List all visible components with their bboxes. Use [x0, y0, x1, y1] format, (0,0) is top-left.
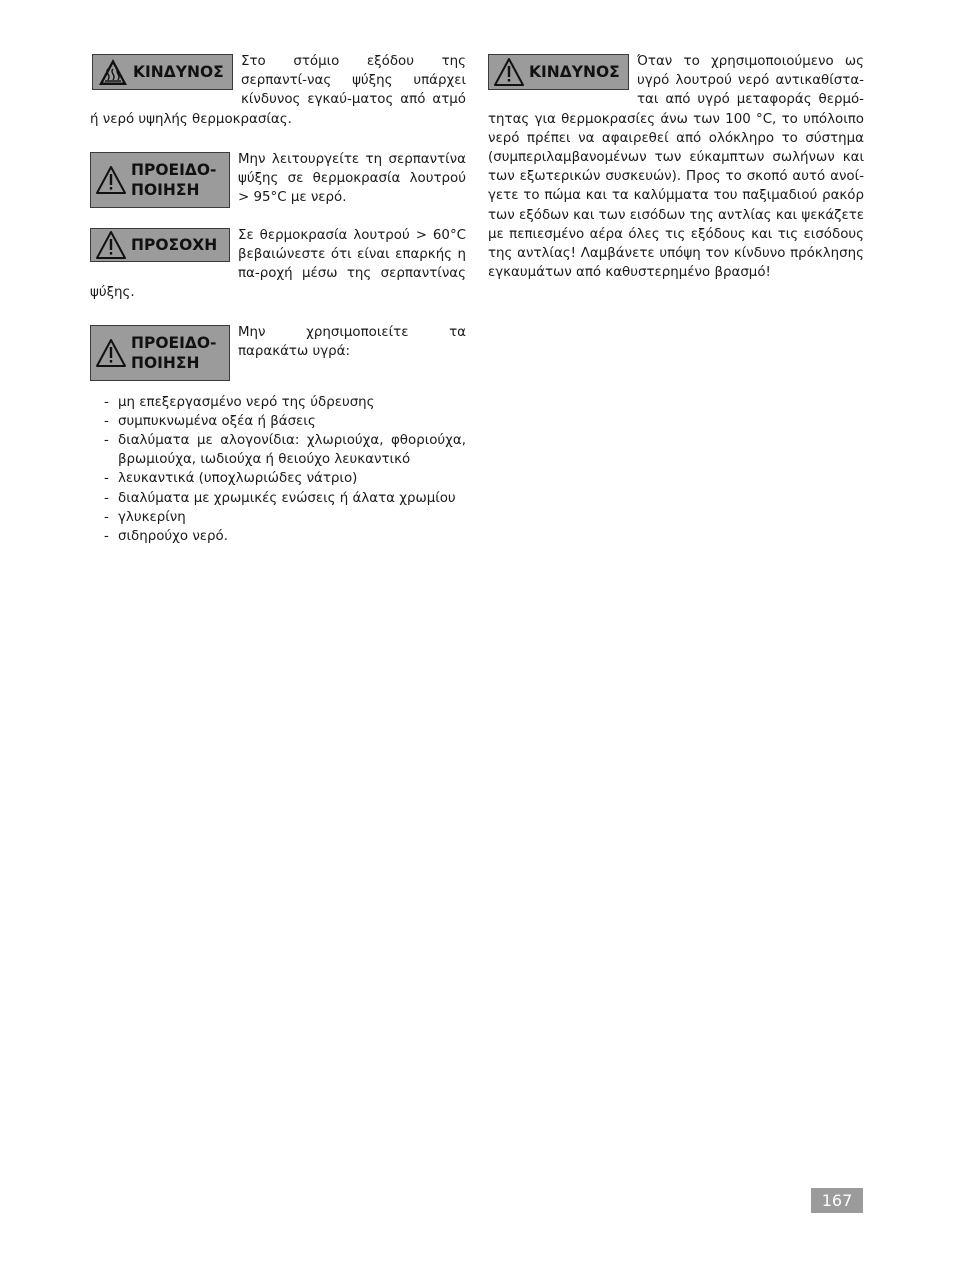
- danger-notice-steam: [90, 52, 466, 129]
- warning-badge-label-line1: ΠΡΟΕΙΔΟ-: [131, 160, 217, 179]
- danger-badge-label: ΚΙΝΔΥΝΟΣ: [133, 63, 224, 81]
- warning-badge: [90, 325, 230, 381]
- warning-badge-label-line1: ΠΡΟΕΙΔΟ-: [131, 333, 217, 352]
- hot-surface-warning-icon: [97, 57, 129, 87]
- warning-triangle-icon: [95, 338, 127, 368]
- caution-badge-label: ΠΡΟΣΟΧΗ: [131, 235, 218, 254]
- left-column: [90, 52, 466, 546]
- prohibited-liquids-list: [90, 393, 466, 547]
- warning-triangle-icon: [95, 165, 127, 195]
- list-item: - συμπυκνωμένα οξέα ή βάσεις: [104, 413, 316, 429]
- warning-triangle-icon: [95, 230, 127, 260]
- danger-badge-label: ΚΙΝΔΥΝΟΣ: [529, 63, 620, 81]
- caution-notice-supply: [90, 226, 466, 303]
- list-item: - διαλύματα με αλογονίδια: χλωριούχα, φθοριούχα, βρωμιούχα, ιωδιούχα ή θειούχο λευκαντικό: [104, 433, 466, 468]
- list-item: - γλυκερίνη: [104, 509, 186, 525]
- list-item: - λευκαντικά (υποχλωριώδες νάτριο): [104, 471, 358, 487]
- list-item: - μη επεξεργασμένο νερό της ύδρευσης: [104, 394, 375, 410]
- page-number: 167: [811, 1188, 863, 1213]
- warning-triangle-icon: [493, 57, 525, 87]
- danger-notice-text: Στο στόμιο εξόδου της σερπαντί-νας ψύξης υπάρχει κίνδυνος εγκαύ-ματος από ατμό ή νερό υψηλής θερμοκρασίας.: [90, 54, 466, 127]
- danger-badge: [92, 54, 233, 90]
- danger-badge: [488, 54, 629, 90]
- warning-notice-text: Μην χρησιμοποιείτε τα παρακάτω υγρά:: [238, 324, 466, 359]
- caution-notice-text: Σε θερμοκρασία λουτρού > 60°C βεβαιώνεστε ότι είναι επαρκής η πα-ροχή μέσω της σερπαντίνας ψύξης.: [90, 227, 466, 301]
- warning-badge-label-line2: ΠΟΙΗΣΗ: [131, 353, 200, 372]
- caution-badge: [90, 228, 230, 262]
- right-column: [488, 52, 864, 282]
- danger-notice-water-removal: [488, 52, 864, 282]
- list-item: - διαλύματα με χρωμικές ενώσεις ή άλατα χρωμίου: [104, 490, 456, 506]
- warning-notice-bath-temp: [90, 150, 466, 212]
- warning-notice-text: Μην λειτουργείτε τη σερπαντίνα ψύξης σε θερμοκρασία λουτρού > 95°C με νερό.: [238, 151, 466, 206]
- warning-badge-label-line2: ΠΟΙΗΣΗ: [131, 180, 200, 199]
- warning-notice-liquids: [90, 323, 466, 385]
- danger-notice-text: Όταν το χρησιμοποιούμενο ως υγρό λουτρού νερό αντικαθίστα-ται από υγρό μεταφοράς θερμό-τητας για θερμοκρασίες άνω των 100 °C, το υπόλοιπο νερό πρέπει να αφαιρεθεί από ολόκληρο το σύστημα (συμπεριλαμβανομένων των εύκαμπτων σωλήνων και των εξωτερικών συσκευών). Προς το σκοπό αυτό ανοί-γετε το πώμα και τα καλύμματα του παξιμαδιού ρακόρ των εξόδων και των εισόδων της αντλίας και ψεκάζετε με πεπιεσμένο αέρα όλες τις εξόδους και τις εισόδους της αντλίας! Λαμβάνετε υπόψη τον κίνδυνο πρόκλησης εγκαυμάτων από καθυστερημένο βρασμό!: [488, 54, 864, 281]
- warning-badge: [90, 152, 230, 208]
- list-item: - σιδηρούχο νερό.: [104, 529, 228, 545]
